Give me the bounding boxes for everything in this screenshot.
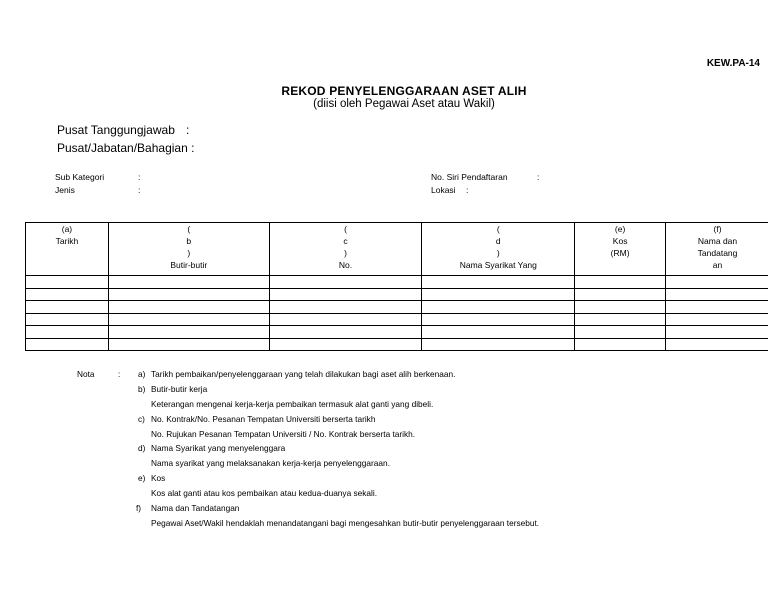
table-cell[interactable] [666, 288, 768, 301]
table-row [26, 301, 768, 314]
header-line: b [186, 236, 192, 246]
table-row [26, 276, 768, 289]
note-letter: e) [138, 473, 146, 483]
note-heading: Nama Syarikat yang menyelenggara [151, 443, 286, 453]
header-line: (f) [713, 224, 722, 234]
table-cell[interactable] [422, 313, 575, 326]
table-cell[interactable] [422, 338, 575, 351]
table-cell[interactable] [108, 326, 269, 339]
header-line: Nama Syarikat Yang [459, 260, 537, 270]
table-cell[interactable] [422, 301, 575, 314]
table-cell[interactable] [422, 326, 575, 339]
document-title: REKOD PENYELENGGARAAN ASET ALIH [281, 84, 527, 98]
note-heading: Butir-butir kerja [151, 384, 208, 394]
note-detail: Pegawai Aset/Wakil hendaklah menandatangani bagi mengesahkan butir-butir penyelenggaraan tersebut. [151, 518, 540, 528]
header-line: Nama dan [697, 236, 738, 246]
jenis-label: Jenis [55, 185, 75, 195]
table-cell[interactable] [269, 276, 422, 289]
notes-label: Nota [77, 369, 95, 379]
table-cell[interactable] [422, 288, 575, 301]
note-detail: Kos alat ganti atau kos pembaikan atau kedua-duanya sekali. [151, 488, 378, 498]
maintenance-record-table [25, 222, 768, 351]
note-letter: c) [138, 414, 145, 424]
document-subtitle: (diisi oleh Pegawai Aset atau Wakil) [313, 98, 495, 110]
table-cell[interactable] [666, 301, 768, 314]
table-cell[interactable] [575, 313, 666, 326]
table-cell[interactable] [575, 338, 666, 351]
note-letter: f) [136, 503, 142, 513]
header-line: No. [338, 260, 353, 270]
table-cell[interactable] [575, 326, 666, 339]
header-line: an [712, 260, 723, 270]
header-line: Tarikh [55, 236, 79, 246]
note-detail: Nama syarikat yang melaksanakan kerja-kerja penyelenggaraan. [151, 458, 390, 468]
note-letter: a) [138, 369, 146, 379]
header-line: Butir-butir [170, 260, 208, 270]
table-cell[interactable] [26, 313, 109, 326]
notes-colon: : [118, 369, 121, 379]
table-cell[interactable] [269, 338, 422, 351]
note-heading: Tarikh pembaikan/penyelenggaraan yang telah dilakukan bagi aset alih berkenaan. [151, 369, 456, 379]
table-cell[interactable] [269, 313, 422, 326]
table-cell[interactable] [269, 326, 422, 339]
header-line: ) [344, 248, 347, 258]
pusat-jabatan-bahagian-label: Pusat/Jabatan/Bahagian : [57, 141, 195, 155]
no-siri-pendaftaran-colon: : [537, 172, 540, 182]
note-heading: Nama dan Tandatangan [151, 503, 240, 513]
header-line: d [495, 236, 501, 246]
table-cell[interactable] [108, 276, 269, 289]
table-cell[interactable] [26, 338, 109, 351]
sub-kategori-label: Sub Kategori [55, 172, 105, 182]
table-cell[interactable] [269, 301, 422, 314]
pusat-tanggungjawab-colon: : [186, 123, 190, 137]
header-line: ( [344, 224, 347, 234]
header-line: Tandatang [697, 248, 738, 258]
table-cell[interactable] [575, 288, 666, 301]
header-line: (a) [61, 224, 73, 234]
table-cell[interactable] [575, 301, 666, 314]
sub-kategori-colon: : [138, 172, 141, 182]
lokasi-colon: : [466, 185, 469, 195]
column-header-nama-syarikat [422, 223, 575, 276]
table-row [26, 288, 768, 301]
table-cell[interactable] [666, 276, 768, 289]
table-cell[interactable] [666, 313, 768, 326]
header-line: c [343, 236, 348, 246]
table-cell[interactable] [26, 301, 109, 314]
table-cell[interactable] [26, 276, 109, 289]
table-cell[interactable] [666, 338, 768, 351]
header-line: ) [496, 248, 500, 258]
note-detail: Keterangan mengenai kerja-kerja pembaikan termasuk alat ganti yang dibeli. [151, 399, 434, 409]
header-line: (e) [614, 224, 626, 234]
jenis-colon: : [138, 185, 141, 195]
column-header-butir-butir [108, 223, 269, 276]
header-line: ( [187, 224, 191, 234]
table-cell[interactable] [108, 338, 269, 351]
column-header-kos [575, 223, 666, 276]
header-line: ) [187, 248, 191, 258]
table-cell[interactable] [108, 301, 269, 314]
table-cell[interactable] [575, 276, 666, 289]
table-cell[interactable] [269, 288, 422, 301]
table-cell[interactable] [666, 326, 768, 339]
note-heading: Kos [151, 473, 166, 483]
table-row [26, 338, 768, 351]
table-row [26, 326, 768, 339]
note-heading: No. Kontrak/No. Pesanan Tempatan Universiti berserta tarikh [151, 414, 376, 424]
table-cell[interactable] [108, 288, 269, 301]
header-line: Kos [612, 236, 628, 246]
column-header-no [269, 223, 422, 276]
note-letter: b) [138, 384, 146, 394]
table-cell[interactable] [26, 288, 109, 301]
table-cell[interactable] [26, 326, 109, 339]
table-cell[interactable] [108, 313, 269, 326]
column-header-tarikh [26, 223, 109, 276]
no-siri-pendaftaran-label: No. Siri Pendaftaran [431, 172, 508, 182]
header-line: ( [496, 224, 500, 234]
note-detail: No. Rujukan Pesanan Tempatan Universiti / No. Kontrak berserta tarikh. [151, 429, 416, 439]
lokasi-label: Lokasi [431, 185, 456, 195]
note-letter: d) [138, 443, 146, 453]
column-header-nama-tandatangan [666, 223, 768, 276]
table-cell[interactable] [422, 276, 575, 289]
pusat-tanggungjawab-label: Pusat Tanggungjawab [57, 123, 175, 137]
table-header-row [26, 223, 768, 276]
header-line: (RM) [610, 248, 630, 258]
table-row [26, 313, 768, 326]
form-code: KEW.PA-14 [706, 58, 760, 69]
